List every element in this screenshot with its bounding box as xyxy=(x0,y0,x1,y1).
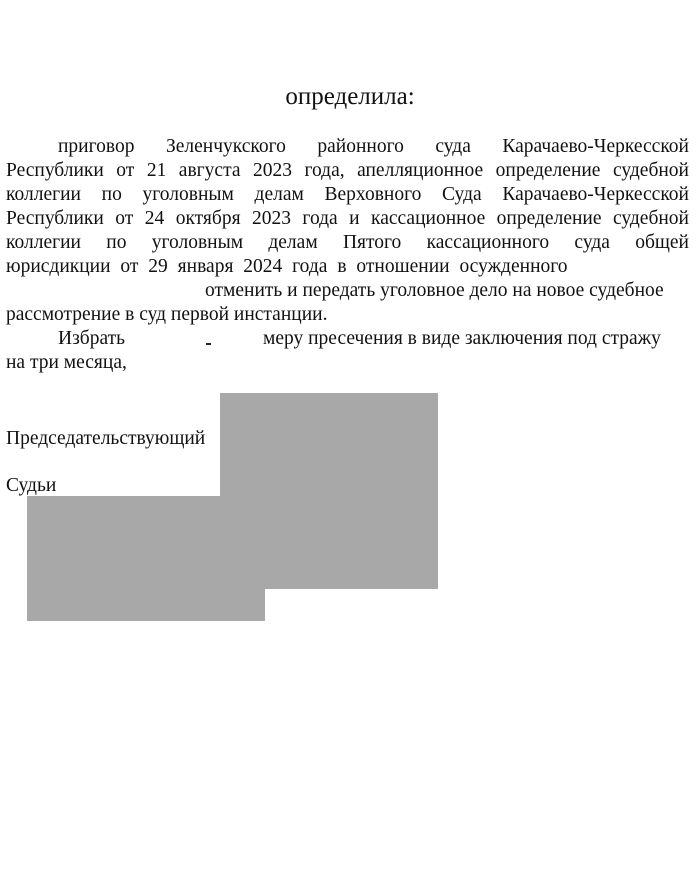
paragraph-2-start: Избрать xyxy=(58,328,126,349)
paragraph-2-end: на три месяца, xyxy=(6,352,127,373)
paragraph-line-2: Республики от 21 августа 2023 года, апелляционное определение судебной xyxy=(6,160,689,181)
paragraph-line-8: рассмотрение в суд первой инстанции. xyxy=(6,304,328,325)
paragraph-line-5: коллегии по уголовным делам Пятого кассационного суда общей xyxy=(6,232,689,253)
presiding-judge-label: Председательствующий xyxy=(6,428,206,449)
redaction-mark xyxy=(206,343,211,345)
paragraph-line-4: Республики от 24 октября 2023 года и кассационное определение судебной xyxy=(6,208,689,229)
paragraph-line-1: приговор Зеленчукского районного суда Карачаево-Черкесской xyxy=(58,136,689,157)
paragraph-line-3: коллегии по уголовным делам Верховного Суда Карачаево-Черкесской xyxy=(6,184,689,205)
judges-label: Судьи xyxy=(6,475,57,496)
redaction-block-judges xyxy=(27,496,265,621)
paragraph-line-6: юрисдикции от 29 января 2024 года в отношении осужденного xyxy=(6,256,568,277)
paragraph-2-rest: меру пресечения в виде заключения под стражу xyxy=(263,328,661,349)
paragraph-line-7: отменить и передать уголовное дело на новое судебное xyxy=(205,280,664,301)
decision-heading: определила: xyxy=(285,83,415,110)
